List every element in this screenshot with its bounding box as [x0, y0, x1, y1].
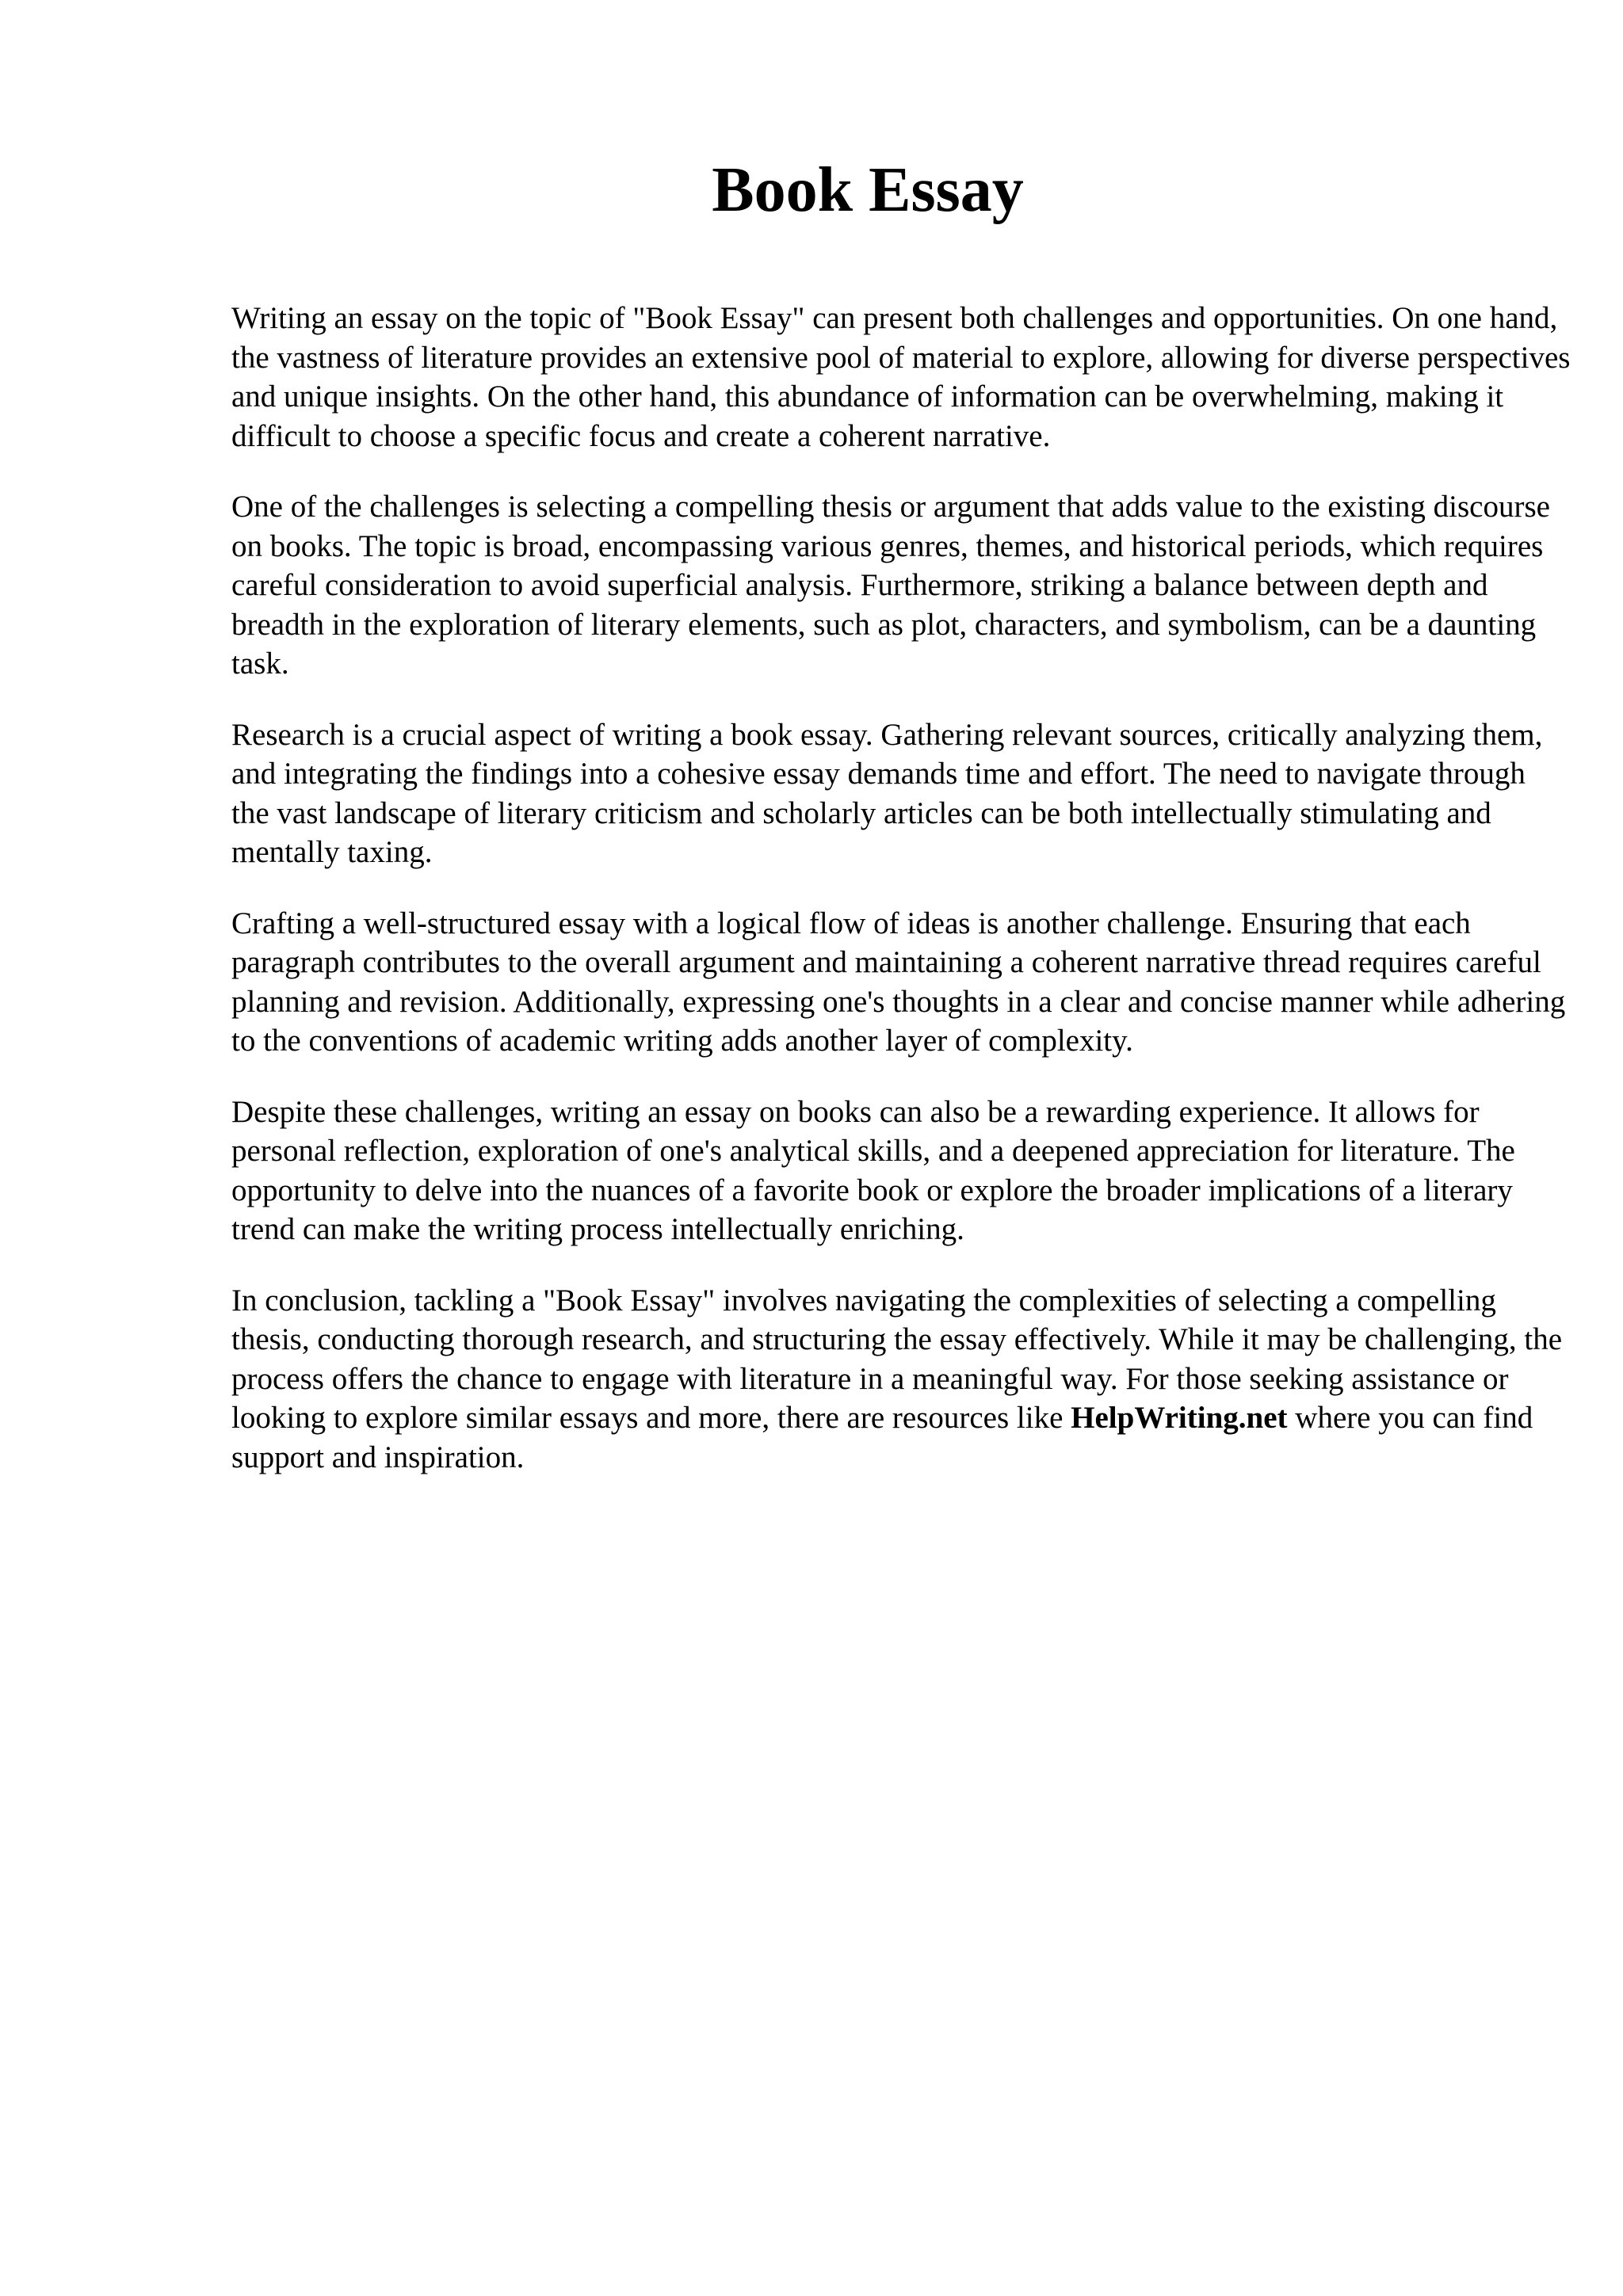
document-title: Book Essay	[712, 155, 1024, 225]
conclusion-text: In conclusion, tackling a "Book Essay" involves navigating the complexities of selecting a compelling thesis, conducting thorough research, and structuring the essay effectively. While it may be challenging, the process offers the chance to engage with literature in a meaningful way. For those seeking assistance or looking to explore similar essays and more, there are resources like	[231, 1283, 1563, 1435]
helpwriting-link[interactable]: HelpWriting.net	[1071, 1401, 1288, 1435]
document-body	[231, 299, 1571, 1477]
paragraph-5: Despite these challenges, writing an essay on books can also be a rewarding experience. It allows for personal reflection, exploration of one's analytical skills, and a deepened appreciation for literature. The opportunity to delve into the nuances of a favorite book or explore the broader implications of a literary trend can make the writing process intellectually enriching.	[231, 1094, 1515, 1246]
paragraph-1: Writing an essay on the topic of "Book Essay" can present both challenges and opportunities. On one hand, the vastness of literature provides an extensive pool of material to explore, allowing for diverse perspectives and unique insights. On the other hand, this abundance of information can be overwhelming, making it difficult to choose a specific focus and create a coherent narrative.	[231, 301, 1571, 453]
conclusion-trailing-text: where you can find support and inspiration.	[231, 1401, 1533, 1474]
paragraph-2: One of the challenges is selecting a compelling thesis or argument that adds value to the existing discourse on books. The topic is broad, encompassing various genres, themes, and historical periods, which requires careful consideration to avoid superficial analysis. Furthermore, striking a balance between depth and breadth in the exploration of literary elements, such as plot, characters, and symbolism, can be a daunting task.	[231, 490, 1550, 681]
paragraph-conclusion	[231, 1281, 1571, 1478]
paragraph-4: Crafting a well-structured essay with a logical flow of ideas is another challenge. Ensuring that each paragraph contributes to the overall argument and maintaining a coherent narrative thread requires careful planning and revision. Additionally, expressing one's thoughts in a clear and concise manner while adhering to the conventions of academic writing adds another layer of complexity.	[231, 906, 1566, 1058]
paragraph-3: Research is a crucial aspect of writing a book essay. Gathering relevant sources, critically analyzing them, and integrating the findings into a cohesive essay demands time and effort. The need to navigate through the vast landscape of literary criticism and scholarly articles can be both intellectually stimulating and mentally taxing.	[231, 717, 1543, 869]
